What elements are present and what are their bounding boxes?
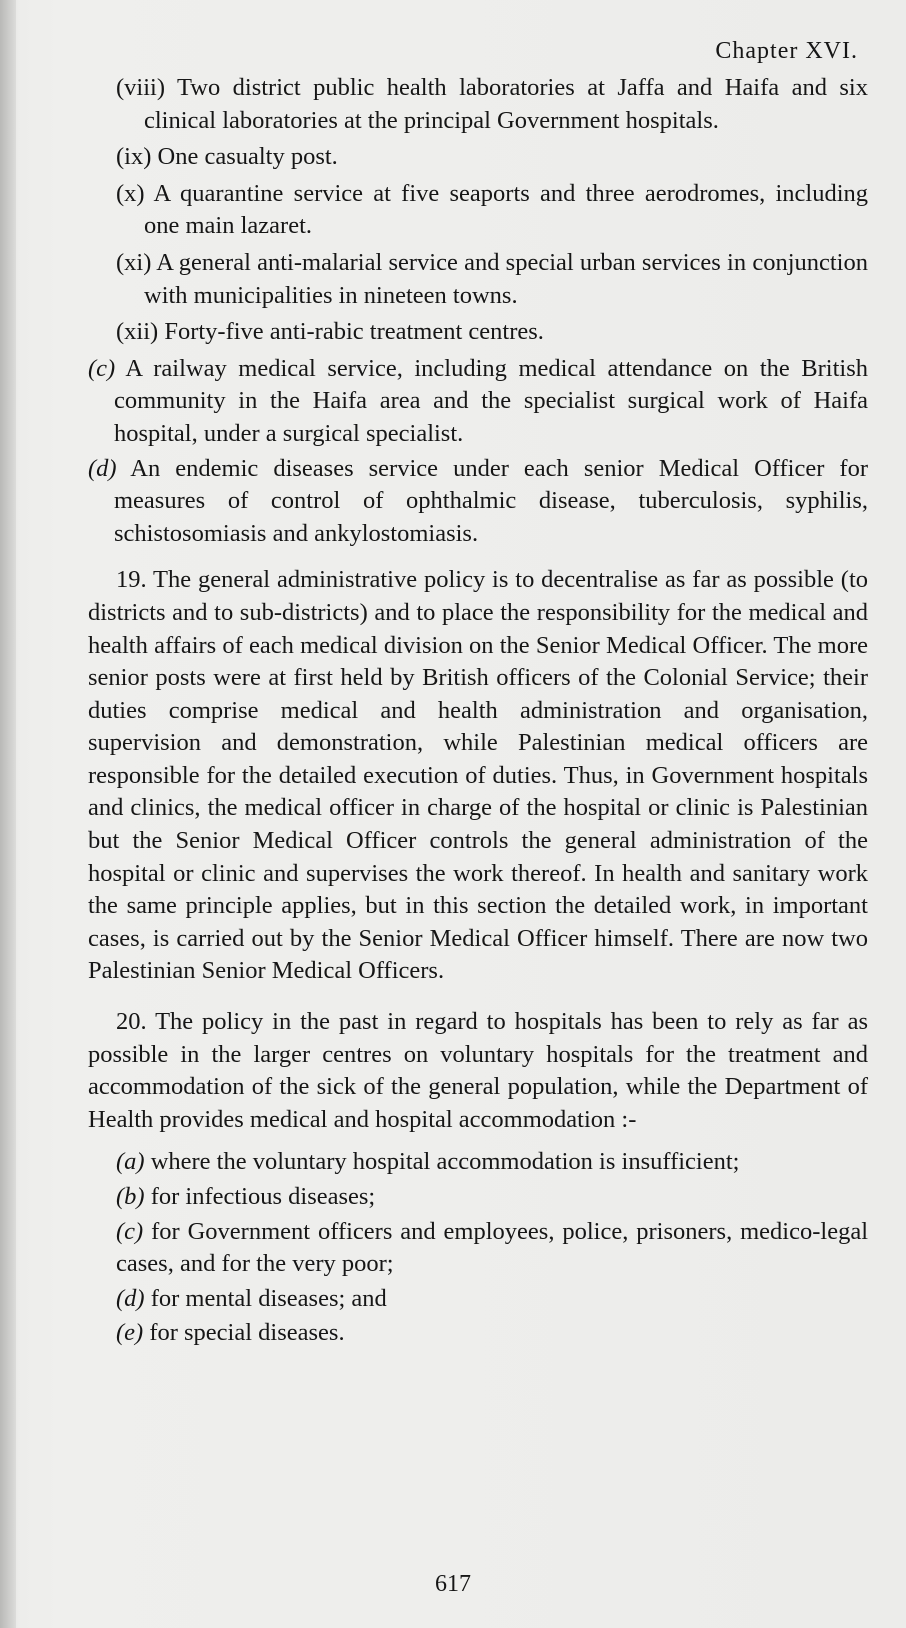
item-text: A quarantine service at five seaports and three aerodromes, including one main lazaret. xyxy=(144,179,869,240)
list-item-viii xyxy=(88,72,868,137)
page-body xyxy=(88,72,868,1352)
item-text: An endemic diseases service under each senior Medical Officer for measures of control of ophthalmic disease, tuberculosis, syphilis, schistosomiasis and ankylostomiasis. xyxy=(114,454,868,547)
item-text: for infectious diseases; xyxy=(150,1183,376,1210)
running-header xyxy=(715,38,858,65)
item-label: (ix) xyxy=(116,143,152,171)
list-item-a xyxy=(116,1146,868,1179)
binding-shadow xyxy=(0,0,16,1628)
item-label: (xii) xyxy=(116,318,159,346)
item-text: Two district public health laboratories at Jaffa and Haifa and six clinical laboratories at the principal Government hospitals. xyxy=(144,74,868,134)
item-label: (a) xyxy=(116,1148,145,1176)
item-text: for mental diseases; and xyxy=(150,1284,387,1312)
list-item-c-railway xyxy=(88,353,868,451)
item-label: (d) xyxy=(88,454,117,482)
list-item-c xyxy=(116,1216,868,1281)
page-number: 617 xyxy=(435,1571,471,1597)
item-label: (c) xyxy=(116,1217,144,1245)
list-item-xii xyxy=(88,316,868,349)
item-text: for Government officers and employees, police, prisoners, medico-legal cases, and for the very poor; xyxy=(116,1217,868,1278)
item-label: (d) xyxy=(116,1284,145,1312)
item-label: (x) xyxy=(116,179,145,207)
item-label: (xi) xyxy=(116,248,152,276)
list-item-ix xyxy=(88,141,868,174)
item-text: A railway medical service, including medical attendance on the British community in the Haifa area and the specialist surgical work of Haifa hospital, under a surgical specialist. xyxy=(114,354,868,447)
paragraph-19: 19. The general administrative policy is to decentralise as far as possible (to districts and to sub-districts) and to place the responsibility for the medical and health affairs of each medical division on the Senior Medical Officer. The more senior posts were at first held by British officers of the Colonial Service; their duties comprise medical and health administration and organisation, supervision and demonstration, while Palestinian medical officers are responsible for the detailed execution of duties. Thus, in Government hospitals and clinics, the medical officer in charge of the hospital or clinic is Palestinian but the Senior Medical Officer controls the general administration of the hospital or clinic and supervises the work thereof. In health and sanitary work the same principle applies, but in this section the detailed work, in important cases, is carried out by the Senior Medical Officer himself. There are now two Palestinian Senior Medical Officers. xyxy=(88,566,868,985)
item-text: for special diseases. xyxy=(149,1319,345,1347)
item-label: (c) xyxy=(88,354,116,382)
paragraph-20: 20. The policy in the past in regard to hospitals has been to rely as far as possible in the larger centres on voluntary hospitals for the treatment and accommodation of the sick of the general population, while the Department of Health provides medical and hospital accommodation :- xyxy=(88,1008,868,1133)
list-item-d-endemic xyxy=(88,453,868,551)
list-item-e xyxy=(116,1317,868,1350)
item-text: Forty-five anti-rabic treatment centres. xyxy=(164,318,544,346)
list-item-x xyxy=(88,178,868,243)
list-item-xi xyxy=(88,247,868,312)
item-label: (viii) xyxy=(116,74,165,101)
item-text: A general anti-malarial service and special urban services in conjunction with municipalities in nineteen towns. xyxy=(144,248,868,309)
list-item-d xyxy=(116,1283,868,1316)
item-label: (e) xyxy=(116,1319,144,1347)
item-text: One casualty post. xyxy=(157,143,338,171)
item-label: (b) xyxy=(116,1183,145,1210)
list-item-b xyxy=(116,1181,868,1214)
chapter-heading: Chapter XVI. xyxy=(715,38,858,64)
item-text: where the voluntary hospital accommodation is insufficient; xyxy=(150,1148,740,1176)
